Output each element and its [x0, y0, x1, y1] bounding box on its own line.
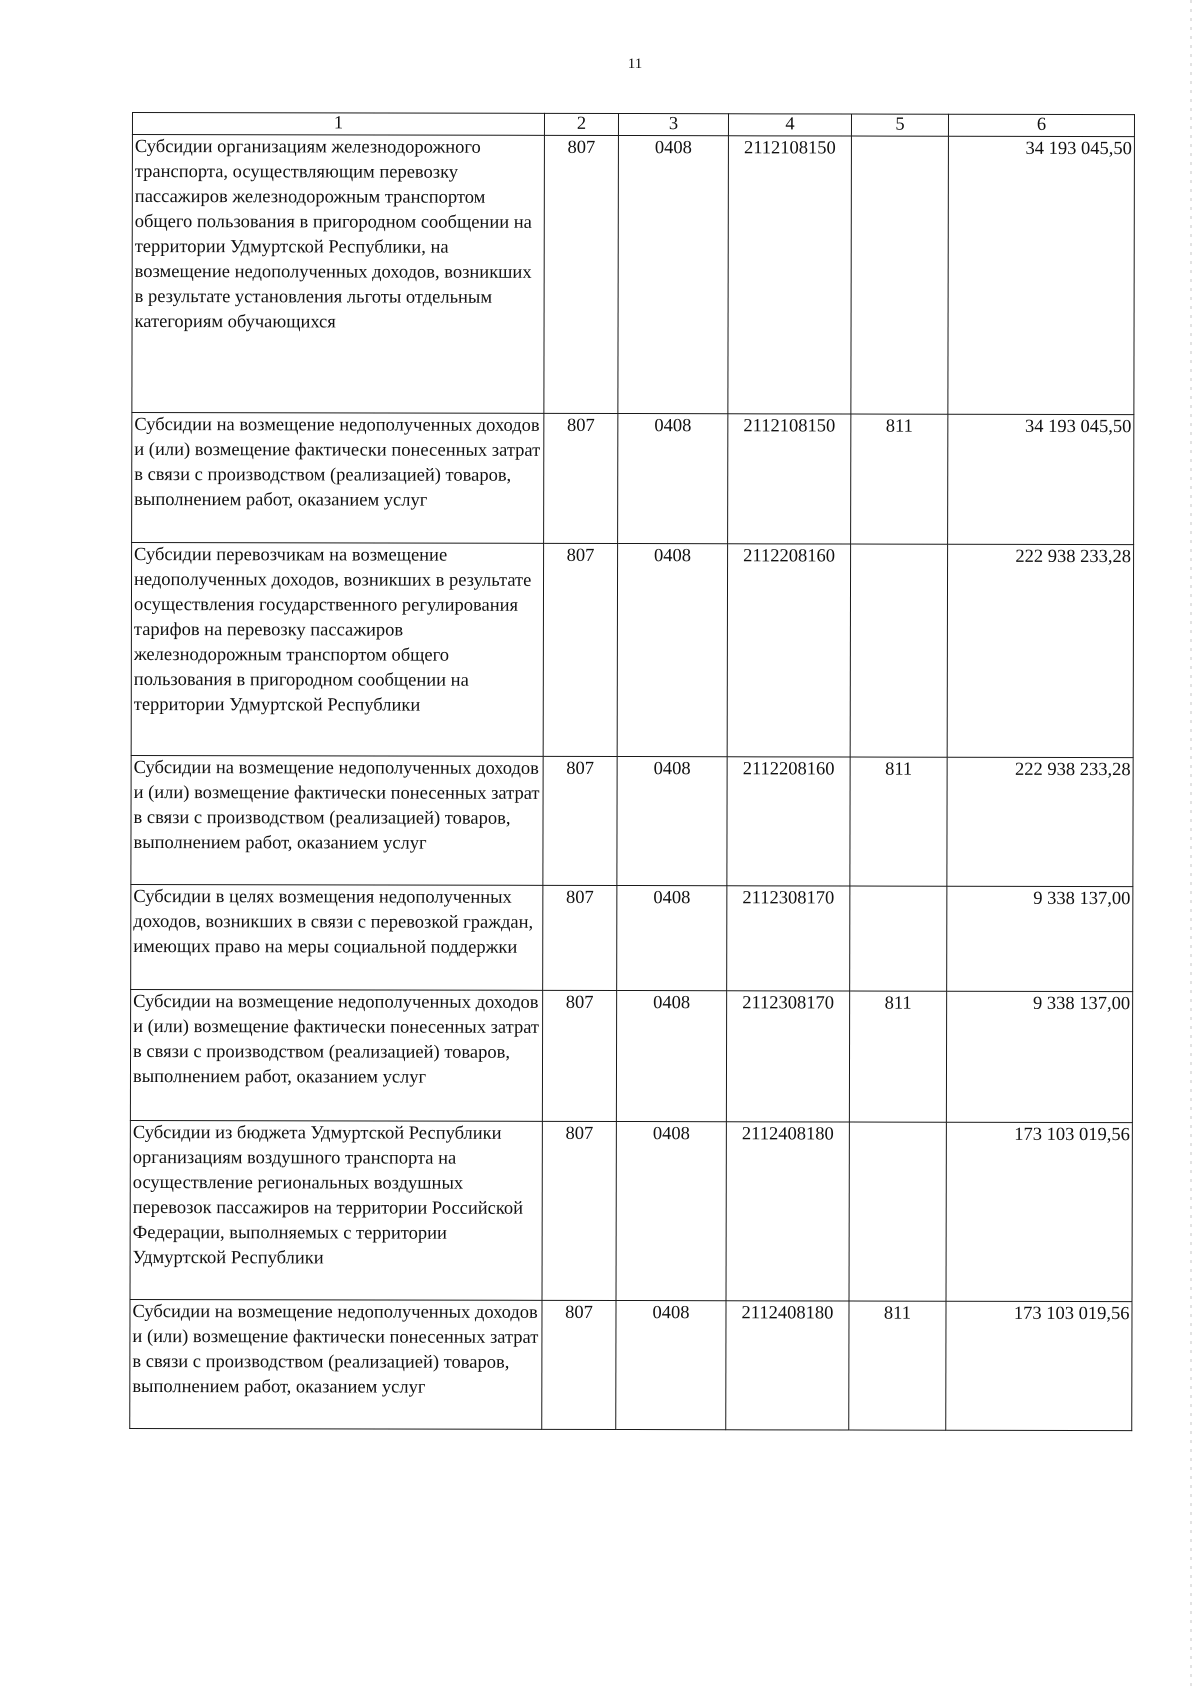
cell-section-code: 0408: [616, 991, 726, 1122]
cell-name: Субсидии из бюджета Удмуртской Республики организациям воздушного транспорта на осуществление региональных воздушных перевозок пассажиров на территории Российской Федерации, выполняемых с территории Удмуртской Республики: [130, 1120, 542, 1300]
cell-amount: 9 338 137,00: [946, 991, 1132, 1122]
cell-name: Субсидии в целях возмещения недополученных доходов, возникших в связи с перевозкой граждан, имеющих право на меры социальной поддержки: [131, 884, 543, 990]
cell-ministry-code: 807: [543, 885, 617, 990]
table-row: [130, 1120, 1132, 1301]
cell-amount: 222 938 233,28: [947, 544, 1133, 757]
cell-section-code: 0408: [618, 414, 728, 544]
column-header-1: 1: [132, 113, 544, 136]
cell-target-code: 2112308170: [726, 991, 849, 1122]
column-header-2: 2: [544, 113, 618, 135]
cell-name: Субсидии на возмещение недополученных доходов и (или) возмещение фактически понесенных затрат в связи с производством (реализацией) товаров, выполнением работ, оказанием услуг: [130, 989, 542, 1121]
cell-expense-type: [849, 1122, 946, 1301]
cell-amount: 173 103 019,56: [946, 1301, 1132, 1430]
table-row: [132, 413, 1134, 545]
cell-expense-type: 811: [850, 757, 947, 886]
table-row: [130, 989, 1132, 1122]
cell-ministry-code: 807: [544, 135, 619, 413]
cell-target-code: 2112408180: [726, 1122, 849, 1301]
cell-ministry-code: 807: [542, 1121, 616, 1300]
cell-expense-type: [850, 544, 947, 757]
table-row: [131, 884, 1133, 991]
cell-amount: 173 103 019,56: [946, 1122, 1132, 1301]
cell-name: Субсидии на возмещение недополученных доходов и (или) возмещение фактически понесенных затрат в связи с производством (реализацией) товаров, выполнением работ, оказанием услуг: [131, 755, 543, 885]
column-header-6: 6: [948, 114, 1134, 136]
cell-ministry-code: 807: [543, 543, 617, 756]
cell-name: Субсидии перевозчикам на возмещение недополученных доходов, возникших в результате осуществления государственного регулирования тарифов на перевозку пассажиров железнодорожным транспортом общего пользования в пригородном сообщении на территории Удмуртской Республики: [131, 543, 543, 757]
cell-ministry-code: 807: [543, 756, 617, 885]
table-row: [130, 1299, 1132, 1430]
cell-section-code: 0408: [616, 1122, 726, 1301]
cell-expense-type: [850, 886, 947, 991]
cell-expense-type: 811: [851, 414, 948, 544]
scan-edge-artifact: [1190, 0, 1192, 1686]
cell-section-code: 0408: [617, 544, 727, 757]
cell-name: Субсидии на возмещение недополученных доходов и (или) возмещение фактически понесенных затрат в связи с производством (реализацией) товаров, выполнением работ, оказанием услуг: [132, 413, 544, 544]
budget-table: [129, 112, 1135, 1431]
cell-ministry-code: 807: [544, 413, 618, 543]
table-row: [131, 755, 1133, 886]
cell-target-code: 2112108150: [728, 414, 851, 544]
cell-target-code: 2112108150: [728, 136, 852, 414]
cell-amount: 9 338 137,00: [947, 886, 1133, 991]
cell-target-code: 2112208160: [727, 757, 850, 886]
cell-amount: 34 193 045,50: [948, 414, 1134, 544]
table-row: [131, 543, 1133, 758]
cell-target-code: 2112208160: [727, 544, 850, 757]
cell-expense-type: 811: [849, 1301, 946, 1430]
column-header-5: 5: [851, 114, 948, 136]
page-number: 11: [627, 56, 643, 72]
cell-expense-type: [851, 136, 949, 414]
cell-section-code: 0408: [617, 886, 727, 991]
cell-name: Субсидии организациям железнодорожного транспорта, осуществляющим перевозку пассажиров железнодорожным транспортом общего пользования в пригородном сообщении на территории Удмуртской Республики, на возмещение недополученных доходов, возникших в результате установления льготы отдельным категориям обучающихся: [132, 135, 545, 414]
cell-amount: 222 938 233,28: [947, 757, 1133, 886]
column-header-3: 3: [618, 114, 728, 136]
cell-target-code: 2112308170: [727, 886, 850, 991]
table-row: [132, 135, 1135, 415]
cell-section-code: 0408: [617, 757, 727, 886]
column-header-4: 4: [728, 114, 851, 136]
cell-section-code: 0408: [616, 1301, 726, 1430]
table-header-row: [132, 113, 1134, 137]
cell-target-code: 2112408180: [726, 1301, 849, 1430]
cell-amount: 34 193 045,50: [948, 136, 1135, 414]
cell-name: Субсидии на возмещение недополученных доходов и (или) возмещение фактически понесенных затрат в связи с производством (реализацией) товаров, выполнением работ, оказанием услуг: [130, 1299, 542, 1429]
cell-ministry-code: 807: [542, 990, 616, 1121]
cell-section-code: 0408: [618, 136, 729, 414]
cell-expense-type: 811: [849, 991, 946, 1122]
cell-ministry-code: 807: [542, 1300, 616, 1429]
